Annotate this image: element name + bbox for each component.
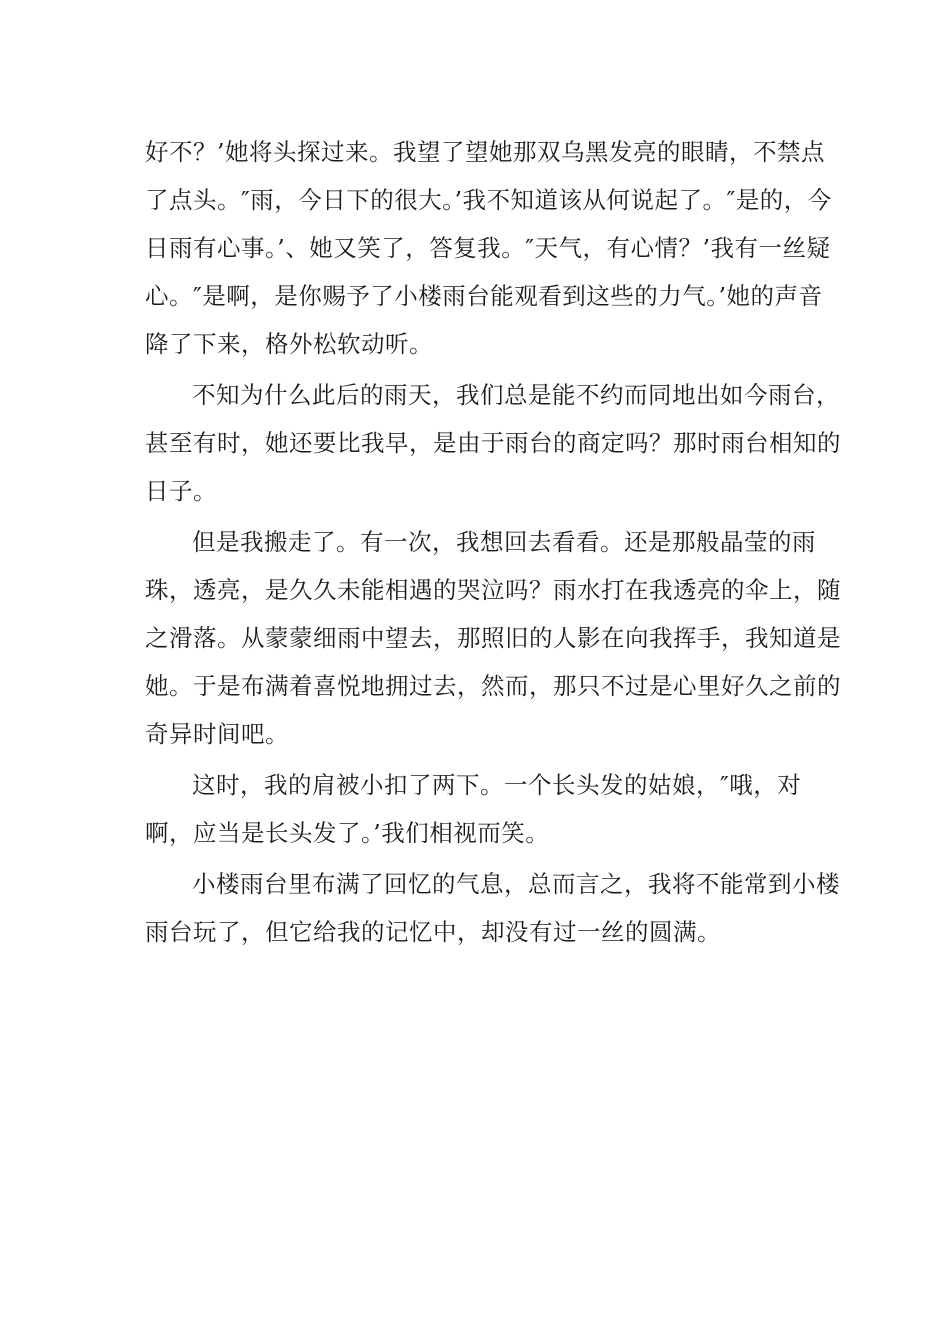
paragraph-2: 不知为什么此后的雨天，我们总是能不约而同地出如今雨台，甚至有时，她还要比我早，是由于雨台的商定吗？那时雨台相知的日子。 — [145, 381, 841, 505]
document-body — [145, 128, 845, 959]
paragraph-5: 小楼雨台里布满了回忆的气息，总而言之，我将不能常到小楼雨台玩了，但它给我的记忆中，却没有过一丝的圆满。 — [145, 870, 840, 946]
paragraph-1: 好不？’她将头探过来。我望了望她那双乌黑发亮的眼睛，不禁点了点头。″雨，今日下的很大。’我不知道该从何说起了。″是的，今日雨有心事。’、她又笑了，答复我。″天气，有心情？’我有一丝疑心。″是啊，是你赐予了小楼雨台能观看到这些的力气。’她的声音降了下来，格外松软动听。 — [145, 138, 832, 358]
paragraph-4: 这时，我的肩被小扣了两下。一个长头发的姑娘，″哦，对啊，应当是长头发了。’我们相视而笑。 — [145, 771, 802, 847]
paragraph-3: 但是我搬走了。有一次，我想回去看看。还是那般晶莹的雨珠，透亮，是久久未能相遇的哭泣吗？雨水打在我透亮的伞上，随之滑落。从蒙蒙细雨中望去，那照旧的人影在向我挥手，我知道是她。于是布满着喜悦地拥过去，然而，那只不过是心里好久之前的奇异时间吧。 — [145, 528, 841, 748]
